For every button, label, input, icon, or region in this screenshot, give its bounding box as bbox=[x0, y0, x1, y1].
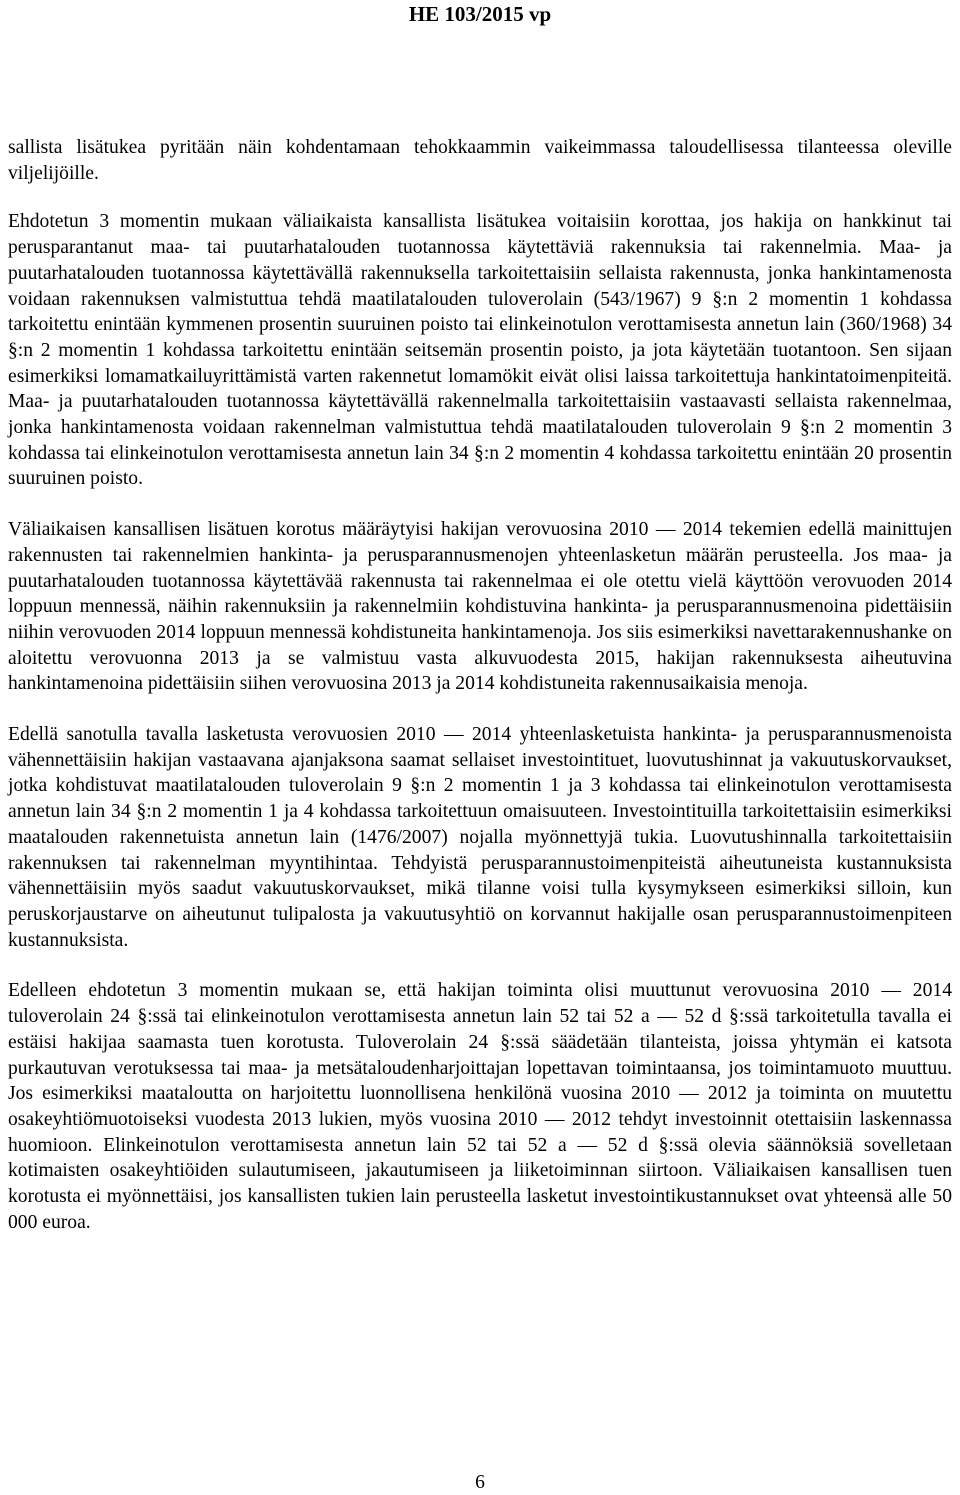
page-header-title: HE 103/2015 vp bbox=[408, 2, 552, 26]
page-number: 6 bbox=[475, 1472, 485, 1493]
paragraph-2: Ehdotetun 3 momentin mukaan väliaikaista kansallista lisätukea voitaisiin korottaa, jos hakija on hankkinut tai perusparantanut maa- tai puutarhatalouden tuotannossa käytettäviä rakennuksia tai rakennelmia. Maa- ja puutarhatalouden tuotannossa käytettävällä rakennuksella tarkoitettaisiin sellaista rakennusta, jonka hankintamenosta voidaan rakennuksen valmistuttua tehdä maatilatalouden tuloverolain (543/1967) 9 §:n 2 momentin 1 kohdassa tarkoitettu enintään kymmenen prosentin suuruinen poisto tai elinkeinotulon verottamisesta annetun lain (360/1968) 34 §:n 2 momentin 1 kohdassa tarkoitettu enintään seitsemän prosentin poisto, ja jota käytetään tuotantoon. Sen sijaan esimerkiksi lomamatkailuyrittämistä varten rakennetut lomamökit eivät olisi laissa tarkoitettuja hankintatoimenpiteitä. Maa- ja puutarhatalouden tuotannossa käytettävällä rakennelmalla tarkoitettaisiin vastaavasti sellaista rakennelmaa, jonka hankintamenosta voidaan rakennelman valmistuttua tehdä maatilatalouden tuloverolain 9 §:n 2 momentin 3 kohdassa tai elinkeinotulon verottamisesta annetun lain 34 §:n 2 momentin 4 kohdassa tarkoitettu enintään 20 prosentin suuruinen poisto. bbox=[8, 211, 952, 490]
paragraph-1: sallista lisätukea pyritään näin kohdentamaan tehokkaammin vaikeimmassa taloudellisessa tilanteessa oleville viljelijöille. bbox=[8, 137, 952, 184]
paragraph-5: Edelleen ehdotetun 3 momentin mukaan se, että hakijan toiminta olisi muuttunut verovuosina 2010 — 2014 tuloverolain 24 §:ssä tai elinkeinotulon verottamisesta annetun lain 52 tai 52 a — 52 d §:ssä tarkoitetulla tavalla ei estäisi hakijaa saamasta tuen korotusta. Tuloverolain 24 §:ssä säädetään tilanteista, joissa yhtymän ei katsota purkautuvan verotuksessa tai maa- ja metsätaloudenharjoittajan lopettavan toimintaansa, jos toimintamuoto muuttuu. Jos esimerkiksi maataloutta on harjoitettu luonnollisena henkilönä vuosina 2010 — 2012 ja toiminta on muutettu osakeyhtiömuotoiseksi vuodesta 2013 lukien, myös vuosina 2010 — 2012 tehdyt investoinnit otettaisiin laskennassa huomioon. Elinkeinotulon verottamisesta annetun lain 52 tai 52 a — 52 d §:ssä olevia säännöksiä sovelletaan kotimaisten osakeyhtiöiden sulautumiseen, jakautumiseen ja liiketoiminnan siirtoon. Väliaikaisen kansallisen tuen korotusta ei myönnettäisi, jos kansallisten tukien lain perusteella lasketut investointikustannukset ovat yhteensä alle 50 000 euroa. bbox=[8, 980, 952, 1233]
document-body bbox=[8, 135, 952, 1260]
paragraph-4: Edellä sanotulla tavalla lasketusta verovuosien 2010 — 2014 yhteenlasketuista hankinta- ja perusparannusmenoista vähennettäisiin hakijan vastaavana ajanjaksona saamat sellaiset investointituet, luovutushinnat ja vakuutuskorvaukset, jotka kohdistuvat maatilatalouden tuloverolain 9 §:n 2 momentin 1 ja 3 kohdassa tai elinkeinotulon verottamisesta annetun lain 34 §:n 2 momentin 1 ja 4 kohdassa tarkoitettuun omaisuuteen. Investointituilla tarkoitettaisiin esimerkiksi maatalouden rakennetuista annetun lain (1476/2007) nojalla myönnettyjä tukia. Luovutushinnalla tarkoitettaisiin rakennuksen tai rakennelman myyntihintaa. Tehdyistä perusparannustoimenpiteistä aiheutuneista kustannuksista vähennettäisiin myös saadut vakuutuskorvaukset, mikä tilanne voisi tulla kysymykseen esimerkiksi silloin, kun peruskorjaustarve on aiheutunut tulipalosta ja vakuutusyhtiö on korvannut hakijalle osan perusparannustoimenpiteen kustannuksista. bbox=[8, 724, 952, 951]
paragraph-3: Väliaikaisen kansallisen lisätuen korotus määräytyisi hakijan verovuosina 2010 — 2014 tekemien edellä mainittujen rakennusten tai rakennelmien hankinta- ja perusparannusmenojen yhteenlasketun määrän perusteella. Jos maa- ja puutarhatalouden tuotannossa käytettävää rakennusta tai rakennelmaa ei ole otettu vielä käyttöön verovuoden 2014 loppuun mennessä, näihin rakennuksiin ja rakennelmiin kohdistuvina hankinta- ja perusparannusmenoina pidettäisiin niihin verovuoden 2014 loppuun mennessä kohdistuneita hankintamenoja. Jos siis esimerkiksi navettarakennushanke on aloitettu verovuonna 2013 ja se valmistuu vasta alkuvuodesta 2015, hakijan rakennuksesta aiheutuvina hankintamenoina pidettäisiin siihen verovuosina 2013 ja 2014 kohdistuneita rakennusaikaisia menoja. bbox=[8, 519, 952, 695]
